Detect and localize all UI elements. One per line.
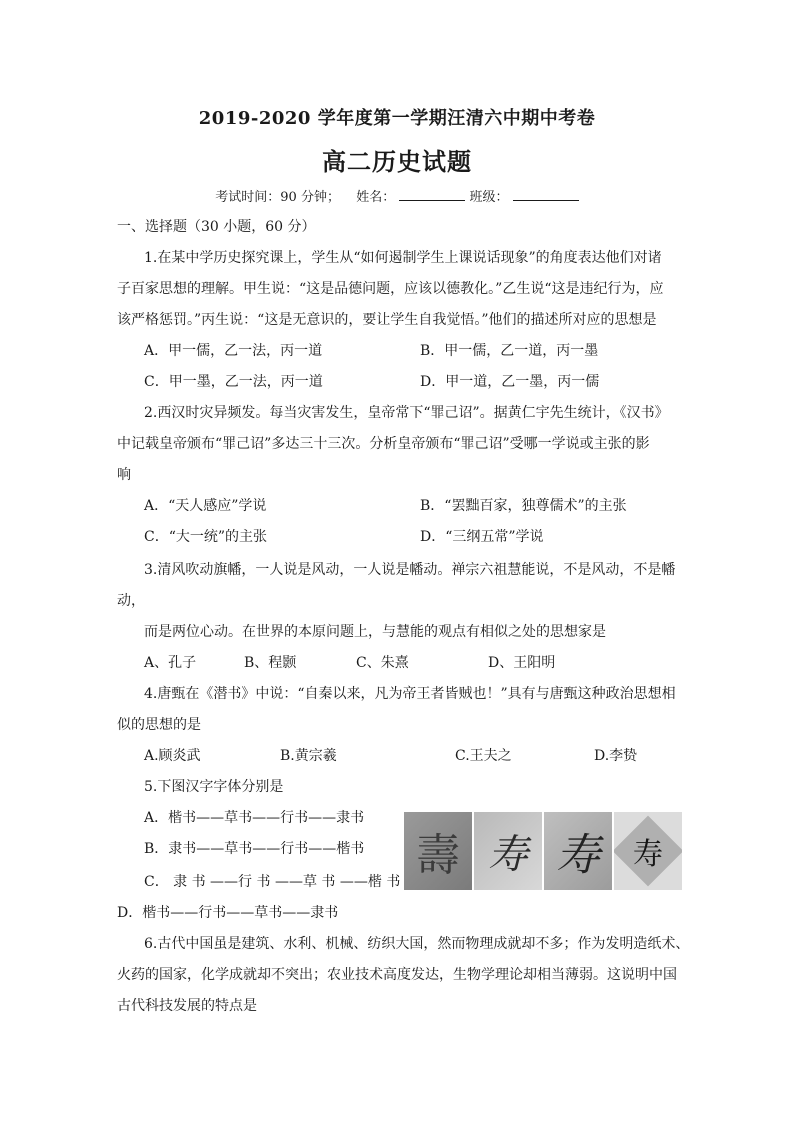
q4-option-a[interactable]: A.顾炎武 bbox=[144, 748, 201, 764]
q2-line: 2.西汉时灾异频发。每当灾害发生，皇帝常下“罪己诏”。据黄仁宇先生统计，《汉书》 bbox=[144, 405, 669, 421]
q5-option-c[interactable]: C． 隶 书 ——行 书 ——草 书 ——楷 书 bbox=[144, 874, 401, 890]
calligraphy-image-2 bbox=[474, 812, 542, 890]
q3-line: 3.清风吹动旗幡，一人说是风动，一人说是幡动。禅宗六祖慧能说，不是风动，不是幡 bbox=[144, 562, 676, 578]
q2-option-a[interactable]: A．“天人感应”学说 bbox=[144, 498, 267, 514]
q1-line: 1.在某中学历史探究课上，学生从“如何遏制学生上课说话现象”的角度表达他们对诸 bbox=[144, 250, 662, 266]
q3-option-a[interactable]: A、孔子 bbox=[144, 655, 197, 671]
q3-option-c[interactable]: C、朱熹 bbox=[356, 655, 409, 671]
q1-option-d[interactable]: D．甲一道，乙一墨，丙一儒 bbox=[420, 374, 600, 390]
q3-line: 而是两位心动。在世界的本原问题上，与慧能的观点有相似之处的思想家是 bbox=[144, 624, 606, 640]
q1-option-a[interactable]: A．甲一儒，乙一法，丙一道 bbox=[144, 343, 323, 359]
q3-line: 动， bbox=[117, 593, 145, 609]
q4-line: 似的思想的是 bbox=[117, 717, 201, 733]
calligraphy-glyph: 壽 bbox=[416, 830, 460, 881]
exam-subtitle: 高二历史试题 bbox=[322, 147, 472, 176]
exam-info-line bbox=[0, 186, 794, 205]
q6-line: 6.古代中国虽是建筑、水利、机械、纺织大国，然而物理成就却不多；作为发明造纸术、 bbox=[144, 936, 690, 952]
q4-option-b[interactable]: B.黄宗羲 bbox=[280, 748, 337, 764]
q1-line: 子百家思想的理解。甲生说：“这是品德问题，应该以德教化。”乙生说“这是违纪行为，应 bbox=[117, 281, 664, 297]
q4-option-c[interactable]: C.王夫之 bbox=[455, 748, 512, 764]
q4-line: 4.唐甄在《潜书》中说：“自秦以来，凡为帝王者皆贼也！”具有与唐甄这种政治思想相 bbox=[144, 686, 676, 702]
q1-option-c[interactable]: C．甲一墨，乙一法，丙一道 bbox=[144, 374, 323, 390]
q5-option-a[interactable]: A．楷书——草书——行书——隶书 bbox=[144, 810, 365, 826]
q2-line: 中记载皇帝颁布“罪己诏”多达三十三次。分析皇帝颁布“罪己诏”受哪一学说或主张的影 bbox=[117, 436, 650, 452]
calligraphy-image-row bbox=[404, 812, 684, 892]
q2-option-d[interactable]: D．“三纲五常”学说 bbox=[420, 529, 544, 545]
q6-line: 火药的国家，化学成就却不突出；农业技术高度发达，生物学理论却相当薄弱。这说明中国 bbox=[117, 967, 677, 983]
calligraphy-glyph: 寿 bbox=[556, 830, 600, 881]
exam-time: 考试时间：90 分钟； bbox=[215, 190, 340, 205]
calligraphy-image-1 bbox=[404, 812, 472, 890]
section-heading: 一、选择题（30 小题，60 分） bbox=[117, 219, 316, 235]
exam-title: 2019-2020 学年度第一学期汪清六中期中考卷 bbox=[198, 108, 596, 129]
name-label: 姓名： bbox=[356, 190, 396, 205]
q5-option-b[interactable]: B．隶书——草书——行书——楷书 bbox=[144, 841, 365, 857]
q3-option-d[interactable]: D、王阳明 bbox=[488, 655, 556, 671]
calligraphy-glyph: 寿 bbox=[633, 837, 663, 872]
q3-option-b[interactable]: B、程颢 bbox=[244, 655, 297, 671]
q6-line: 古代科技发展的特点是 bbox=[117, 998, 257, 1014]
class-blank[interactable] bbox=[513, 188, 579, 201]
calligraphy-image-4 bbox=[614, 812, 682, 890]
q5-option-d[interactable]: D．楷书——行书——草书——隶书 bbox=[117, 905, 339, 921]
name-blank[interactable] bbox=[399, 188, 465, 201]
q2-option-b[interactable]: B．“罢黜百家，独尊儒术”的主张 bbox=[420, 498, 627, 514]
q4-option-d[interactable]: D.李贽 bbox=[594, 748, 638, 764]
q2-line: 响 bbox=[117, 467, 131, 483]
q1-line: 该严格惩罚。”丙生说：“这是无意识的，要让学生自我觉悟。”他们的描述所对应的思想是 bbox=[117, 312, 657, 328]
class-label: 班级： bbox=[469, 190, 509, 205]
calligraphy-glyph: 寿 bbox=[488, 831, 528, 878]
q1-option-b[interactable]: B．甲一儒，乙一道，丙一墨 bbox=[420, 343, 599, 359]
q2-option-c[interactable]: C．“大一统”的主张 bbox=[144, 529, 268, 545]
calligraphy-image-3 bbox=[544, 812, 612, 890]
q5-stem: 5.下图汉字字体分别是 bbox=[144, 779, 284, 795]
